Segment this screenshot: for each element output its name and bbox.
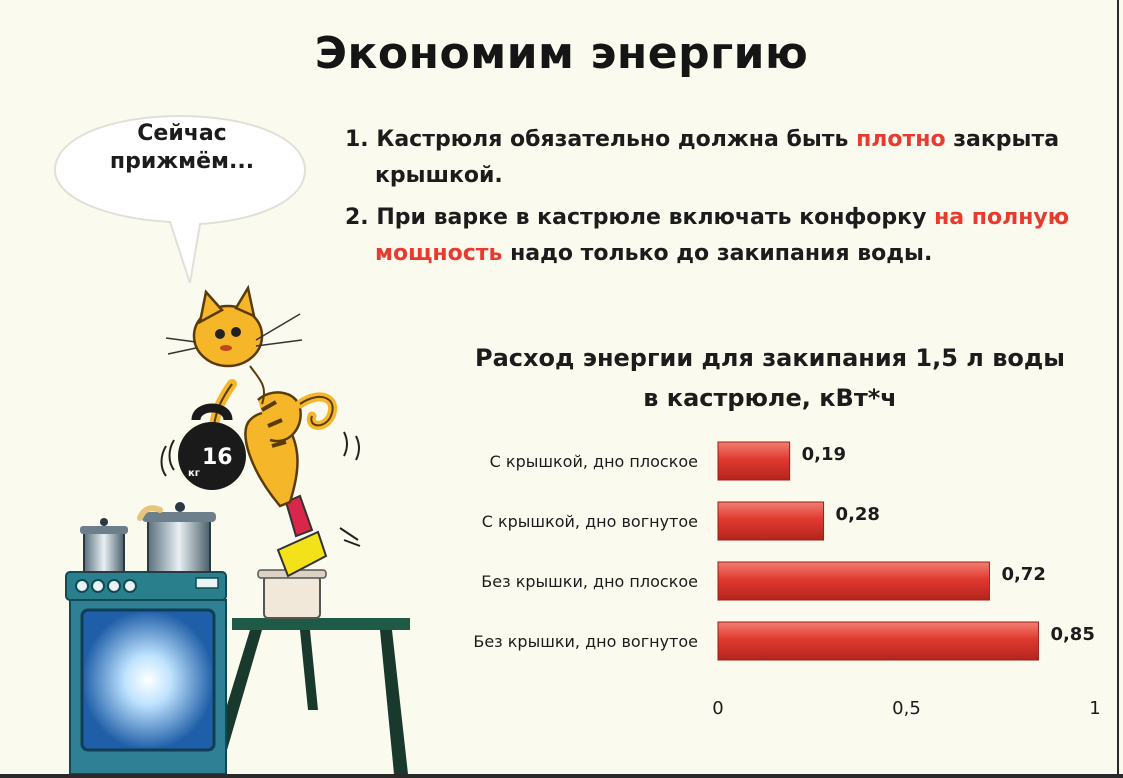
kettlebell-label: 16 <box>202 445 233 470</box>
tip-number: 1. <box>345 127 369 152</box>
x-tick-label: 0,5 <box>892 698 921 719</box>
tip-highlight: на полную мощность <box>375 205 1070 266</box>
chart-title <box>440 338 1100 418</box>
tip-text-after: закрыта крышкой. <box>375 127 1060 188</box>
x-tick-label: 1 <box>1089 698 1101 719</box>
bar <box>718 562 989 600</box>
category-label: Без крышки, дно плоское <box>481 572 698 591</box>
chart-title-line-2: в кастрюле, кВт*ч <box>643 384 897 412</box>
tip-text-before: При варке в кастрюле включать конфорку <box>376 205 935 230</box>
value-label: 0,19 <box>801 444 847 465</box>
stove <box>66 572 226 774</box>
chart-title-line-1: Расход энергии для закипания 1,5 л воды <box>475 344 1065 372</box>
energy-bar-chart <box>420 430 1110 730</box>
speech-bubble-text: Сейчас прижмём... <box>109 121 255 174</box>
cat-stove-illustration <box>0 280 420 774</box>
page-title: Экономим энергию <box>314 28 809 79</box>
tip-item-1 <box>345 122 1105 194</box>
frame-right-border <box>1117 0 1119 778</box>
value-label: 0,72 <box>1001 564 1046 585</box>
bar <box>718 442 790 480</box>
table <box>206 618 410 774</box>
category-label: С крышкой, дно вогнутое <box>481 512 698 531</box>
tip-item-2 <box>345 200 1105 272</box>
tip-text-before: Кастрюля обязательно должна быть <box>376 127 857 152</box>
tip-highlight: плотно <box>856 127 946 152</box>
tip-text-after: надо только до закипания воды. <box>502 241 933 266</box>
bar <box>718 502 824 540</box>
value-label: 0,85 <box>1050 624 1095 645</box>
x-tick-label: 0 <box>712 698 724 719</box>
category-label: С крышкой, дно плоское <box>489 452 698 471</box>
category-label: Без крышки, дно вогнутое <box>473 632 698 651</box>
kettlebell-unit: кг <box>188 468 201 479</box>
value-label: 0,28 <box>835 504 880 525</box>
bar <box>718 622 1038 660</box>
tips-list <box>345 122 1105 278</box>
pots <box>80 502 216 572</box>
tip-number: 2. <box>345 205 369 230</box>
frame-bottom-border <box>0 774 1123 778</box>
stacked-objects <box>258 496 326 618</box>
